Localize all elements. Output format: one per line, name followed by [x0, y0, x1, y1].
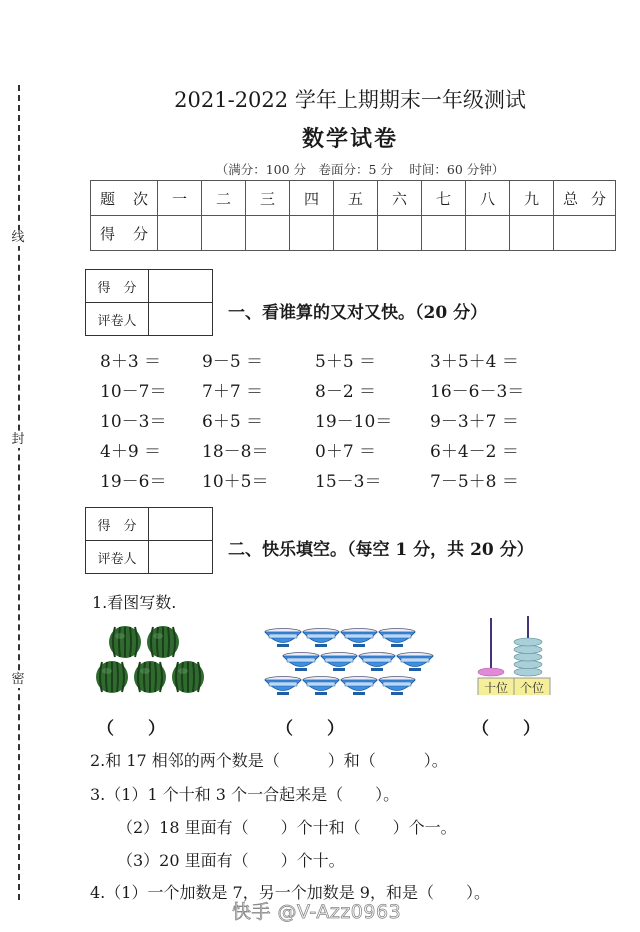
- exam-title: 2021-2022 学年上期期末一年级测试: [174, 88, 526, 112]
- arith-item: 7＋7 ＝: [202, 382, 264, 402]
- column-3: 三: [246, 181, 290, 216]
- question-2: 2.和 17 相邻的两个数是（ ）和（ ）。: [90, 751, 448, 770]
- column-6: 六: [378, 181, 422, 216]
- score-cell[interactable]: [422, 216, 466, 251]
- watermelon: [134, 661, 166, 693]
- arith-item: 5＋5 ＝: [315, 352, 377, 372]
- score-cell[interactable]: [246, 216, 290, 251]
- answer-paren-bowls[interactable]: （ ）: [276, 719, 344, 739]
- question-3-1: 3.（1）1 个十和 3 个一合起来是（ ）。: [90, 785, 400, 804]
- grader-name-cell[interactable]: [149, 541, 213, 574]
- column-4: 四: [290, 181, 334, 216]
- arith-item: 9－5 ＝: [202, 352, 264, 372]
- arith-item: 7－5＋8 ＝: [430, 472, 519, 492]
- question-3-3: （3）20 里面有（ ）个十。: [117, 851, 345, 870]
- score-table-row2-label: 得 分: [91, 216, 158, 251]
- abacus-bead-ones: [514, 638, 542, 646]
- arith-item: 9－3＋7 ＝: [430, 412, 519, 432]
- section2-title: 二、快乐填空。（每空 1 分，共 20 分）: [228, 540, 534, 560]
- arith-item: 19－10＝: [315, 412, 393, 432]
- score-cell[interactable]: [510, 216, 554, 251]
- arith-item: 3＋5＋4 ＝: [430, 352, 519, 372]
- binding-label-secret: 密: [11, 672, 25, 687]
- arith-item: 6＋4－2 ＝: [430, 442, 519, 462]
- arith-item: 10＋5＝: [202, 472, 269, 492]
- section1-title: 一、看谁算的又对又快。（20 分）: [228, 303, 488, 323]
- arith-item: 10－7＝: [100, 382, 167, 402]
- bowl: [397, 653, 433, 672]
- answer-paren-watermelons[interactable]: （ ）: [97, 719, 165, 739]
- grader-name-label: 评卷人: [86, 541, 149, 574]
- arith-item: 0＋7 ＝: [315, 442, 377, 462]
- column-2: 二: [202, 181, 246, 216]
- column-7: 七: [422, 181, 466, 216]
- grader-score-label: 得 分: [86, 270, 149, 303]
- bowl: [379, 629, 415, 648]
- watermark: 快手 @V-Azz0963: [232, 901, 402, 923]
- answer-paren-abacus[interactable]: （ ）: [472, 719, 540, 739]
- abacus-picture: [470, 610, 560, 695]
- watermelons-picture: [95, 624, 205, 696]
- abacus-bead-ones: [514, 646, 542, 654]
- score-table: [90, 180, 616, 251]
- column-9: 九: [510, 181, 554, 216]
- arith-item: 8－2 ＝: [315, 382, 377, 402]
- abacus-label-tens: 十位: [483, 681, 509, 695]
- binding-label-line: 线: [11, 230, 25, 245]
- bowl: [265, 677, 301, 696]
- grader-name-label: 评卷人: [86, 303, 149, 336]
- bowls-picture: [260, 625, 435, 697]
- exam-subtitle: 数学试卷: [301, 126, 398, 152]
- bowl: [359, 653, 395, 672]
- arith-item: 18－8＝: [202, 442, 269, 462]
- abacus-bead-ones: [514, 668, 542, 676]
- score-table-header-row: [91, 181, 616, 216]
- grader-box-1: [85, 269, 213, 336]
- arith-item: 10－3＝: [100, 412, 167, 432]
- score-cell[interactable]: [158, 216, 202, 251]
- watermelon: [96, 661, 128, 693]
- abacus-bead-ones: [514, 661, 542, 669]
- arith-item: 8＋3 ＝: [100, 352, 162, 372]
- score-cell-total[interactable]: [554, 216, 616, 251]
- exam-meta: （满分：100 分 卷面分：5 分 时间：60 分钟）: [215, 162, 505, 177]
- abacus-bead-ones: [514, 653, 542, 661]
- bowl: [283, 653, 319, 672]
- binding-label-seal: 封: [11, 432, 25, 447]
- bowl: [341, 677, 377, 696]
- abacus-bead-tens: [478, 668, 504, 676]
- watermelon: [109, 626, 141, 658]
- score-cell[interactable]: [334, 216, 378, 251]
- arith-item: 15－3＝: [315, 472, 382, 492]
- bowl: [303, 629, 339, 648]
- grader-box-2: [85, 507, 213, 574]
- column-1: 一: [158, 181, 202, 216]
- question-3-2: （2）18 里面有（ ）个十和（ ）个一。: [117, 818, 457, 837]
- grader-score-cell[interactable]: [149, 508, 213, 541]
- column-total: 总 分: [554, 181, 616, 216]
- score-table-row1-label: 题 次: [91, 181, 158, 216]
- arith-item: 4＋9 ＝: [100, 442, 162, 462]
- grader-score-cell[interactable]: [149, 270, 213, 303]
- score-cell[interactable]: [290, 216, 334, 251]
- watermelon: [147, 626, 179, 658]
- arith-item: 19－6＝: [100, 472, 167, 492]
- column-5: 五: [334, 181, 378, 216]
- binding-dashed-line: [18, 85, 20, 900]
- column-8: 八: [466, 181, 510, 216]
- arith-item: 6＋5 ＝: [202, 412, 264, 432]
- score-table-score-row: [91, 216, 616, 251]
- grader-score-label: 得 分: [86, 508, 149, 541]
- score-cell[interactable]: [466, 216, 510, 251]
- question-4-1: 4.（1）一个加数是 7，另一个加数是 9，和是（ ）。: [90, 883, 490, 902]
- watermelon: [172, 661, 204, 693]
- score-cell[interactable]: [202, 216, 246, 251]
- bowl: [303, 677, 339, 696]
- grader-name-cell[interactable]: [149, 303, 213, 336]
- bowl: [265, 629, 301, 648]
- score-cell[interactable]: [378, 216, 422, 251]
- arith-item: 16－6－3＝: [430, 382, 525, 402]
- abacus-label-ones: 个位: [519, 681, 545, 695]
- bowl: [321, 653, 357, 672]
- bowl: [379, 677, 415, 696]
- bowl: [341, 629, 377, 648]
- question-1: 1.看图写数.: [92, 593, 177, 612]
